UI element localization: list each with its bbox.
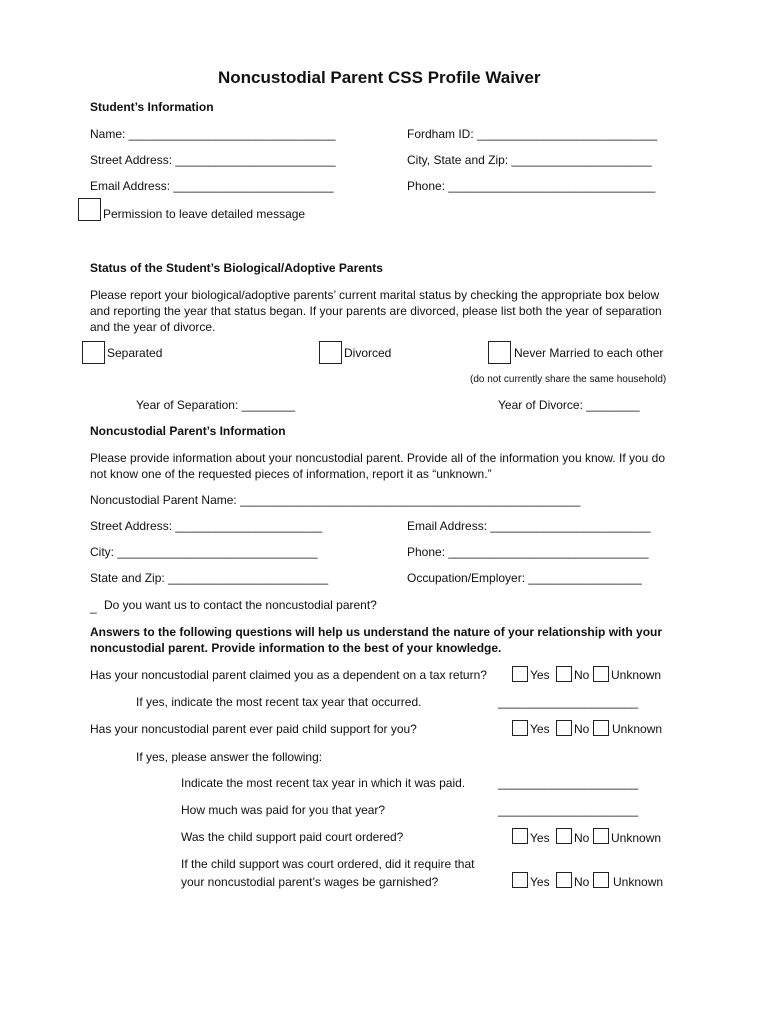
q2c-yes-checkbox[interactable] (512, 828, 528, 844)
divorced-label: Divorced (344, 346, 392, 360)
q2d-unknown-label: Unknown (613, 875, 664, 889)
ncp-name-field[interactable]: Noncustodial Parent Name: ___________________________________________________ (90, 493, 581, 507)
ncp-section-heading: Noncustodial Parent’s Information (90, 424, 286, 438)
q2-no-checkbox[interactable] (556, 720, 572, 736)
q2c-yes-label: Yes (530, 831, 550, 845)
q2a-text: Indicate the most recent tax year in which it was paid. (181, 776, 466, 790)
contact-checkbox-marker[interactable]: _ (90, 600, 97, 614)
never-married-label: Never Married to each other (514, 346, 664, 360)
year-separation-field[interactable]: Year of Separation: ________ (136, 398, 296, 412)
q1-followup: If yes, indicate the most recent tax year that occurred. (136, 695, 422, 709)
student-email-field[interactable]: Email Address: ________________________ (90, 179, 334, 193)
q2a-year-field[interactable]: _____________________ (498, 776, 639, 790)
q2c-no-label: No (574, 831, 590, 845)
q2c-no-checkbox[interactable] (556, 828, 572, 844)
q2-yes-checkbox[interactable] (512, 720, 528, 736)
relationship-intro: Answers to the following questions will help us understand the nature of your relationship with your noncustodial parent. Provide information to the best of your knowledge. (90, 625, 663, 655)
separated-checkbox[interactable] (82, 341, 105, 364)
ncp-email-field[interactable]: Email Address: ________________________ (407, 519, 651, 533)
q1-unknown-label: Unknown (611, 668, 662, 682)
q2d-text-line2: your noncustodial parent’s wages be garnished? (181, 875, 439, 889)
never-married-note: (do not currently share the same household) (470, 374, 667, 385)
q2b-text: How much was paid for you that year? (181, 803, 386, 817)
never-married-checkbox[interactable] (488, 341, 511, 364)
ncp-state-zip-field[interactable]: State and Zip: ________________________ (90, 571, 329, 585)
q2d-no-checkbox[interactable] (556, 872, 572, 888)
ncp-street-field[interactable]: Street Address: ______________________ (90, 519, 323, 533)
status-section-heading: Status of the Student’s Biological/Adoptive Parents (90, 261, 383, 275)
student-street-field[interactable]: Street Address: ________________________ (90, 153, 336, 167)
q2-unknown-checkbox[interactable] (593, 720, 609, 736)
year-divorce-field[interactable]: Year of Divorce: ________ (498, 398, 640, 412)
ncp-phone-field[interactable]: Phone: ______________________________ (407, 545, 649, 559)
permission-checkbox[interactable] (78, 198, 101, 221)
q1-year-field[interactable]: _____________________ (498, 695, 639, 709)
q1-no-checkbox[interactable] (556, 666, 572, 682)
q2-followup: If yes, please answer the following: (136, 750, 323, 764)
ncp-instructions: Please provide information about your noncustodial parent. Provide all of the information you know. If you do not know one of the requested pieces of information, report it as “unknown.” (90, 451, 666, 481)
question-child-support: Has your noncustodial parent ever paid child support for you? (90, 722, 417, 736)
ncp-occupation-field[interactable]: Occupation/Employer: _________________ (407, 571, 642, 585)
q2-yes-label: Yes (530, 722, 550, 736)
question-tax-dependent: Has your noncustodial parent claimed you as a dependent on a tax return? (90, 668, 487, 682)
q2d-text-line1: If the child support was court ordered, did it require that (181, 857, 475, 871)
q2-unknown-label: Unknown (612, 722, 663, 736)
q2b-amount-field[interactable]: _____________________ (498, 803, 639, 817)
q2d-yes-checkbox[interactable] (512, 872, 528, 888)
q2c-unknown-checkbox[interactable] (593, 828, 609, 844)
student-city-field[interactable]: City, State and Zip: _____________________ (407, 153, 652, 167)
q2d-unknown-checkbox[interactable] (593, 872, 609, 888)
permission-label: Permission to leave detailed message (103, 207, 306, 221)
student-phone-field[interactable]: Phone: _______________________________ (407, 179, 656, 193)
page-title: Noncustodial Parent CSS Profile Waiver (218, 68, 541, 87)
q2c-unknown-label: Unknown (611, 831, 662, 845)
student-name-field[interactable]: Name: _______________________________ (90, 127, 336, 141)
q2d-yes-label: Yes (530, 875, 550, 889)
student-section-heading: Student’s Information (90, 100, 214, 114)
separated-label: Separated (107, 346, 163, 360)
q1-yes-label: Yes (530, 668, 550, 682)
divorced-checkbox[interactable] (319, 341, 342, 364)
status-instructions: Please report your biological/adoptive parents’ current marital status by checking the appropriate box below and reporting the year that status began. If your parents are divorced, please list both the year of separation and the year of divorce. (90, 288, 662, 334)
q1-unknown-checkbox[interactable] (593, 666, 609, 682)
student-fordham-id-field[interactable]: Fordham ID: ___________________________ (407, 127, 658, 141)
q1-no-label: No (574, 668, 590, 682)
contact-question: Do you want us to contact the noncustodial parent? (104, 598, 377, 612)
q1-yes-checkbox[interactable] (512, 666, 528, 682)
q2-no-label: No (574, 722, 590, 736)
q2c-text: Was the child support paid court ordered? (181, 830, 404, 844)
ncp-city-field[interactable]: City: ______________________________ (90, 545, 318, 559)
q2d-no-label: No (574, 875, 590, 889)
